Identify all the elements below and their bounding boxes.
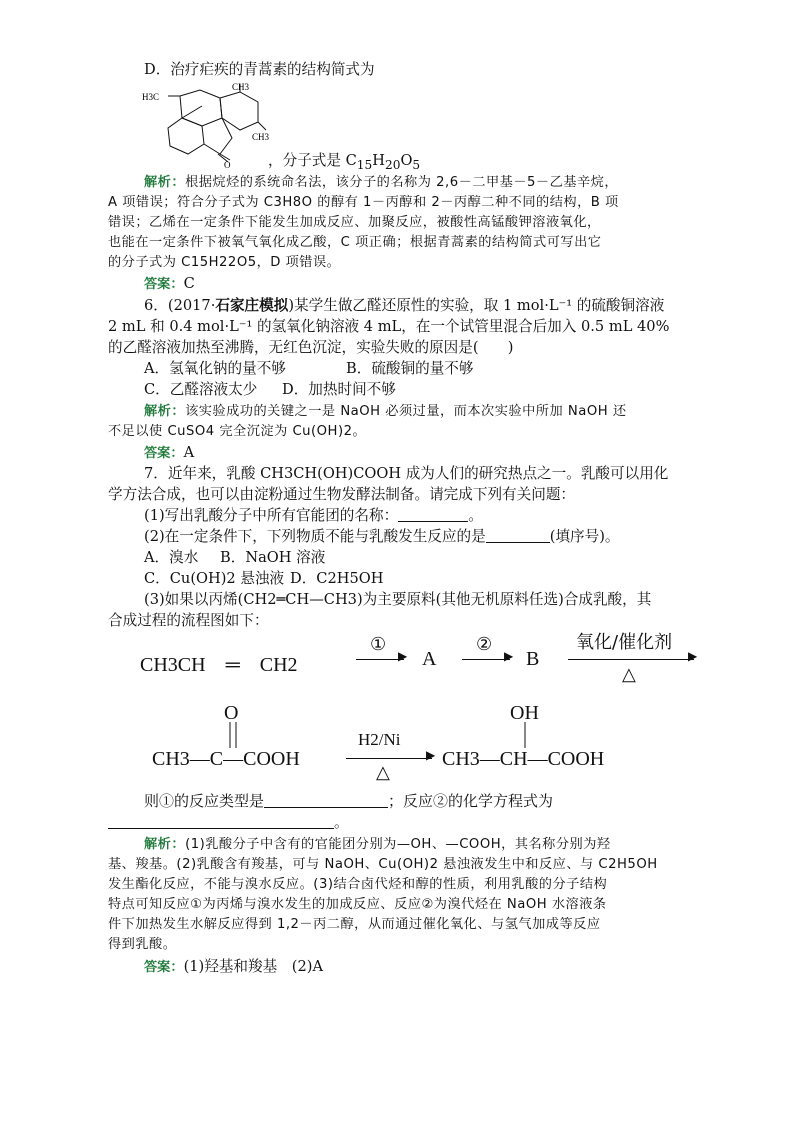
scheme-step4-heat: △ [376, 762, 390, 782]
struct-h3c-label: H3C [142, 92, 160, 102]
q7-ask-line: 则①的反应类型是 ；反应②的化学方程式为 [144, 792, 554, 810]
scheme-keto-oxygen: O [224, 702, 239, 724]
q7-option-b: B．NaOH 溶液 [220, 549, 326, 566]
q7-line2: 学方法合成，也可以由淀粉通过生物发酵法制备。请完成下列有关问题： [108, 486, 576, 503]
q5-explanation-line3: 错误；乙烯在一定条件下能发生加成反应、加聚反应，被酸性高锰酸钾溶液氧化， [108, 215, 601, 230]
struct-ch3-top-label: CH3 [232, 82, 250, 92]
q7-option-c: C．Cu(OH)2 悬浊液 [144, 570, 285, 587]
scheme-step1-label: ① [370, 634, 387, 654]
q6-explanation-line1: 解析：该实验成功的关键之一是 NaOH 必须过量，而本次实验中所加 NaOH 还 [144, 404, 627, 419]
scheme-arrow-4-head: ▶ [426, 748, 436, 762]
q7-explanation-line4: 特点可知反应①为丙烯与溴水发生的加成反应、反应②为溴代烃在 NaOH 水溶液条 [108, 897, 607, 912]
scheme-step3-heat: △ [622, 664, 636, 684]
q7-answer: 答案：(1)羟基和羧基 (2)A [144, 958, 324, 975]
q7-answer-blank-4[interactable] [108, 814, 334, 829]
artemisinin-structure [140, 82, 280, 168]
scheme-lactic-bond [520, 722, 530, 750]
scheme-arrow-2 [462, 659, 510, 660]
q7-answer-blank-1[interactable] [398, 507, 468, 522]
scheme-arrow-3 [568, 659, 694, 660]
q5-explanation-line5: 的分子式为 C15H22O5，D 项错误。 [108, 255, 341, 270]
q7-sub1: (1)写出乳酸分子中所有官能团的名称： 。 [144, 507, 483, 524]
scheme-lactic-acid: CH3—CH—COOH [442, 748, 605, 770]
q6-line3: 的乙醛溶液加热至沸腾，无红色沉淀，实验失败的原因是( ) [108, 339, 514, 356]
q5-explanation-line1: 解析：根据烷烃的系统命名法，该分子的名称为 2,6－二甲基－5－乙基辛烷， [144, 175, 619, 190]
scheme-h2-ni-condition: H2/Ni [358, 730, 401, 749]
scheme-pyruvic-acid: CH3—C—COOH [152, 748, 300, 770]
q5-molecular-formula: ，分子式是 $C_{15}H_{20}O_5$ [268, 152, 421, 172]
q7-explanation-line5: 件下加热发生水解反应得到 1,2－丙二醇，从而通过催化氧化、与氢气加成等反应 [108, 917, 601, 932]
scheme-arrow-1-head: ▶ [398, 649, 408, 663]
scheme-intermediate-b: B [526, 648, 540, 670]
q5-explanation-line4: 也能在一定条件下被氧气氧化成乙酸，C 项正确；根据青蒿素的结构简式可写出它 [108, 235, 602, 250]
q7-option-d: D．C2H5OH [290, 570, 384, 587]
q6-option-c: C．乙醛溶液太少 [144, 381, 258, 398]
q6-explanation-line2: 不足以使 CuSO4 完全沉淀为 Cu(OH)2。 [108, 424, 367, 439]
q7-sub3-line1: (3)如果以丙烯(CH2═CH—CH3)为主要原料(其他无机原料任选)合成乳酸，其 [144, 591, 652, 608]
scheme-arrow-1 [356, 659, 404, 660]
q6-line1: 6．(2017·石家庄模拟)某学生做乙醛还原性的实验，取 1 mol·L⁻¹ 的硫酸铜溶液 [144, 297, 665, 314]
q7-explanation-line2: 基、羧基。(2)乳酸含有羧基，可与 NaOH、Cu(OH)2 悬浊液发生中和反应、与 C2H5OH [108, 857, 658, 872]
struct-ch3-right-label: CH3 [252, 132, 270, 142]
scheme-arrow-4 [346, 758, 432, 759]
q7-answer-blank-3[interactable] [264, 793, 388, 808]
q7-answer-blank-2[interactable] [486, 528, 550, 543]
scheme-arrow-3-head: ▶ [688, 649, 698, 663]
scheme-arrow-2-head: ▶ [504, 649, 514, 663]
q6-option-d: D．加热时间不够 [282, 381, 396, 398]
q5-answer: 答案：C [144, 275, 195, 292]
scheme-step2-label: ② [476, 634, 493, 654]
q7-line1: 7．近年来，乳酸 CH3CH(OH)COOH 成为人们的研究热点之一。乳酸可以用化 [144, 465, 669, 482]
q7-sub2: (2)在一定条件下，下列物质不能与乳酸发生反应的是 (填序号)。 [144, 528, 620, 545]
struct-o-label: O [224, 160, 231, 168]
q5-explanation-line2: A 项错误；符合分子式为 C3H8O 的醇有 1－丙醇和 2－丙醇二种不同的结构，B 项 [108, 195, 619, 210]
q7-explanation-line1: 解析：(1)乳酸分子中含有的官能团分别为—OH、—COOH，其名称分别为羟 [144, 837, 611, 852]
scheme-lactic-oh: OH [510, 702, 539, 724]
q6-option-a: A．氢氧化钠的量不够 [144, 360, 286, 377]
scheme-step3-condition: 氧化/催化剂 [576, 632, 673, 653]
q7-option-a: A．溴水 [144, 549, 199, 566]
q6-option-b: B．硫酸铜的量不够 [346, 360, 474, 377]
scheme-propene: CH3CH ═ CH2 [140, 654, 298, 676]
scheme-intermediate-a: A [422, 648, 437, 670]
q6-answer: 答案：A [144, 444, 195, 461]
q7-ask-line2: 。 [108, 812, 349, 833]
q6-line2: 2 mL 和 0.4 mol·L⁻¹ 的氢氧化钠溶液 4 mL，在一个试管里混合后加入 0.5 mL 40% [108, 318, 670, 335]
q7-explanation-line6: 得到乳酸。 [108, 937, 177, 952]
q7-sub3-line2: 合成过程的流程图如下： [108, 612, 269, 629]
q5-option-d: D．治疗疟疾的青蒿素的结构简式为 [144, 61, 375, 78]
q7-explanation-line3: 发生酯化反应，不能与溴水反应。(3)结合卤代烃和醇的性质，利用乳酸的分子结构 [108, 877, 608, 892]
scheme-keto-double-bond [226, 722, 242, 750]
